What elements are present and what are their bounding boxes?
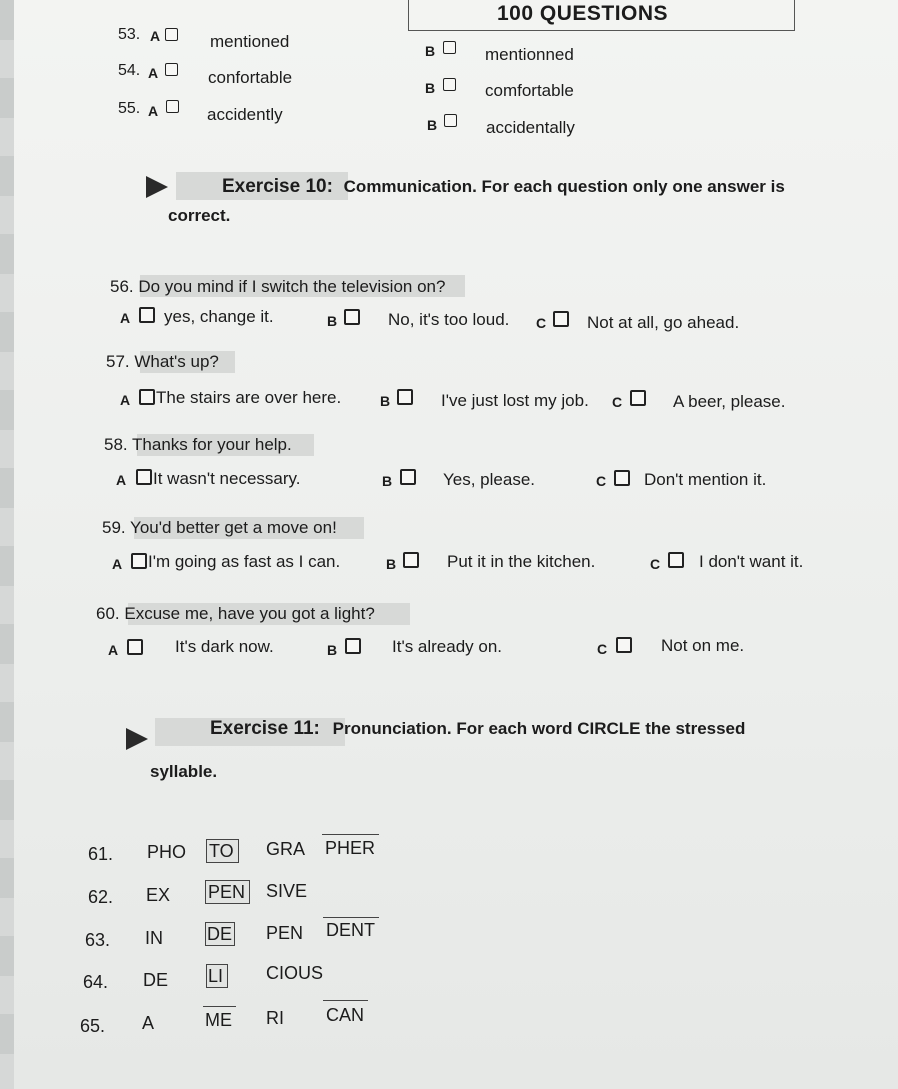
syllable[interactable]: SIVE <box>266 881 308 901</box>
option-a-text: I'm going as fast as I can. <box>148 552 341 571</box>
syllable[interactable]: DE <box>143 970 169 990</box>
option-b-text: No, it's too loud. <box>388 310 510 329</box>
option-b-label: B <box>427 117 438 133</box>
option-a-text: confortable <box>208 68 293 87</box>
syllable[interactable]: DENT <box>326 920 375 940</box>
option-b-text: accidentally <box>486 118 575 137</box>
option-b-label: B <box>327 642 338 658</box>
word-number: 64. <box>83 972 109 992</box>
exercise-instruction-continued: correct. <box>168 206 231 225</box>
option-a-checkbox[interactable] <box>139 307 155 323</box>
question-text: 56. Do you mind if I switch the television on? <box>110 277 446 296</box>
option-a-checkbox[interactable] <box>136 469 152 485</box>
syllable[interactable]: EX <box>146 885 171 905</box>
option-b-checkbox[interactable] <box>444 114 457 127</box>
option-a-checkbox[interactable] <box>166 100 179 113</box>
option-a-label: A <box>148 65 159 81</box>
option-c-checkbox[interactable] <box>553 311 569 327</box>
exercise-title: Exercise 11: <box>210 718 320 739</box>
option-c-checkbox[interactable] <box>614 470 630 486</box>
option-b-checkbox[interactable] <box>403 552 419 568</box>
syllable[interactable]: CAN <box>326 1005 365 1025</box>
option-b-text: I've just lost my job. <box>441 391 589 410</box>
question-text: 58. Thanks for your help. <box>104 435 292 454</box>
option-a-text: accidently <box>207 105 283 124</box>
page-title: 100 QUESTIONS <box>497 2 669 25</box>
syllable-overline <box>203 1006 236 1007</box>
option-b-checkbox[interactable] <box>443 78 456 91</box>
option-a-text: yes, change it. <box>164 307 274 326</box>
word-number: 62. <box>88 887 114 907</box>
option-a-label: A <box>150 28 161 44</box>
syllable-overline <box>323 1000 368 1001</box>
option-b-label: B <box>382 473 393 489</box>
syllable[interactable]: PEN <box>208 882 246 902</box>
option-b-label: B <box>386 556 397 572</box>
option-b-checkbox[interactable] <box>400 469 416 485</box>
option-c-label: C <box>596 473 607 489</box>
option-c-label: C <box>650 556 661 572</box>
option-a-label: A <box>116 472 127 488</box>
option-b-label: B <box>425 80 436 96</box>
option-b-checkbox[interactable] <box>344 309 360 325</box>
exercise-instruction: Pronunciation. For each word CIRCLE the stressed <box>332 719 746 738</box>
option-a-checkbox[interactable] <box>131 553 147 569</box>
option-c-checkbox[interactable] <box>668 552 684 568</box>
option-b-checkbox[interactable] <box>397 389 413 405</box>
syllable[interactable]: CIOUS <box>266 963 324 983</box>
syllable-overline <box>322 834 379 835</box>
option-a-label: A <box>120 310 131 326</box>
worksheet-page <box>14 0 898 1089</box>
option-b-checkbox[interactable] <box>443 41 456 54</box>
option-b-checkbox[interactable] <box>345 638 361 654</box>
option-c-label: C <box>597 641 608 657</box>
syllable[interactable]: GRA <box>266 839 306 859</box>
option-b-text: It's already on. <box>392 637 503 656</box>
question-number: 54. <box>118 62 141 79</box>
option-c-checkbox[interactable] <box>630 390 646 406</box>
option-c-checkbox[interactable] <box>616 637 632 653</box>
option-c-label: C <box>612 394 623 410</box>
option-a-text: It's dark now. <box>175 637 274 656</box>
play-arrow-icon <box>146 176 168 198</box>
option-c-text: A beer, please. <box>673 392 786 411</box>
option-b-label: B <box>425 43 436 59</box>
option-b-text: Put it in the kitchen. <box>447 552 596 571</box>
syllable[interactable]: DE <box>207 924 233 944</box>
question-text: 57. What's up? <box>106 352 219 371</box>
option-a-checkbox[interactable] <box>127 639 143 655</box>
syllable[interactable]: PHER <box>325 838 376 858</box>
option-a-checkbox[interactable] <box>165 28 178 41</box>
option-a-text: It wasn't necessary. <box>153 469 301 488</box>
option-b-label: B <box>327 313 338 329</box>
option-a-checkbox[interactable] <box>165 63 178 76</box>
syllable[interactable]: PHO <box>147 842 187 862</box>
word-number: 61. <box>88 844 114 864</box>
syllable[interactable]: A <box>142 1013 155 1033</box>
play-arrow-icon <box>126 728 148 750</box>
syllable[interactable]: PEN <box>266 923 304 943</box>
word-number: 65. <box>80 1016 106 1036</box>
option-a-label: A <box>108 642 119 658</box>
question-text: 60. Excuse me, have you got a light? <box>96 604 375 623</box>
option-c-label: C <box>536 315 547 331</box>
syllable[interactable]: ME <box>205 1010 232 1030</box>
exercise-instruction: Communication. For each question only one answer is <box>343 177 785 196</box>
syllable[interactable]: IN <box>145 928 163 948</box>
option-c-text: Not on me. <box>661 636 745 655</box>
question-number: 53. <box>118 26 141 43</box>
option-a-text: The stairs are over here. <box>156 388 342 407</box>
option-a-text: mentioned <box>210 32 290 51</box>
option-a-label: A <box>120 392 131 408</box>
option-b-text: Yes, please. <box>443 470 535 489</box>
exercise-11-heading <box>210 718 745 740</box>
notebook-binding <box>0 0 15 1089</box>
exercise-10-heading <box>222 176 785 198</box>
exercise-instruction-continued: syllable. <box>150 762 218 781</box>
option-a-checkbox[interactable] <box>139 389 155 405</box>
option-c-text: I don't want it. <box>699 552 804 571</box>
option-b-text: comfortable <box>485 81 574 100</box>
option-b-text: mentionned <box>485 45 574 64</box>
exercise-title: Exercise 10: <box>222 176 333 197</box>
option-a-label: A <box>112 556 123 572</box>
option-c-text: Don't mention it. <box>644 470 767 489</box>
word-number: 63. <box>85 930 111 950</box>
syllable[interactable]: TO <box>209 841 234 861</box>
option-c-text: Not at all, go ahead. <box>587 313 740 332</box>
syllable[interactable]: RI <box>266 1008 284 1028</box>
question-number: 55. <box>118 100 141 117</box>
option-b-label: B <box>380 393 391 409</box>
syllable[interactable]: LI <box>208 966 224 986</box>
syllable-overline <box>323 917 379 918</box>
question-text: 59. You'd better get a move on! <box>102 518 337 537</box>
option-a-label: A <box>148 103 159 119</box>
